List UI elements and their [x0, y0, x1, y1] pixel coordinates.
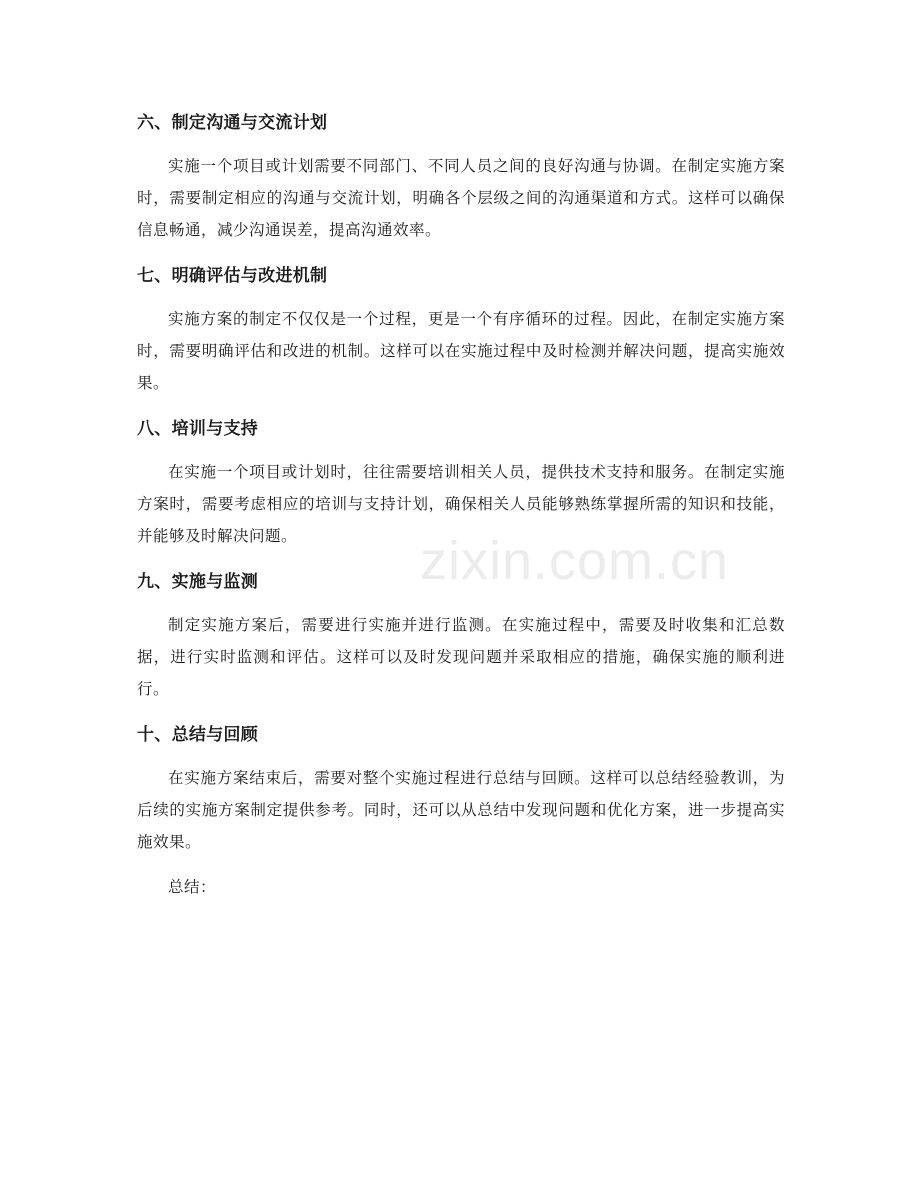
section-paragraph: 实施方案的制定不仅仅是一个过程，更是一个有序循环的过程。因此，在制定实施方案时，需要明确评估和改进的机制。这样可以在实施过程中及时检测并解决问题，提高实施效果。	[137, 310, 785, 392]
section-10	[137, 718, 785, 858]
section-6	[137, 106, 785, 246]
section-9	[137, 565, 785, 705]
section-8	[137, 412, 785, 552]
summary-label: 总结：	[168, 878, 217, 896]
section-heading: 十、总结与回顾	[137, 725, 259, 745]
section-paragraph: 制定实施方案后，需要进行实施并进行监测。在实施过程中，需要及时收集和汇总数据，进行实时监测和评估。这样可以及时发现问题并采取相应的措施，确保实施的顺利进行。	[137, 616, 785, 698]
section-paragraph: 在实施方案结束后，需要对整个实施过程进行总结与回顾。这样可以总结经验教训，为后续的实施方案制定提供参考。同时，还可以从总结中发现问题和优化方案，进一步提高实施效果。	[137, 769, 785, 851]
watermark-text: zixin.com.cn	[420, 531, 730, 591]
section-paragraph: 在实施一个项目或计划时，往往需要培训相关人员，提供技术支持和服务。在制定实施方案时，需要考虑相应的培训与支持计划，确保相关人员能够熟练掌握所需的知识和技能，并能够及时解决问题。	[137, 463, 785, 545]
section-heading: 八、培训与支持	[137, 419, 259, 439]
document-body	[137, 106, 785, 903]
section-heading: 七、明确评估与改进机制	[137, 266, 328, 286]
section-heading: 九、实施与监测	[137, 572, 259, 592]
section-paragraph: 实施一个项目或计划需要不同部门、不同人员之间的良好沟通与协调。在制定实施方案时，需要制定相应的沟通与交流计划，明确各个层级之间的沟通渠道和方式。这样可以确保信息畅通，减少沟通误差，提高沟通效率。	[137, 157, 785, 239]
section-heading: 六、制定沟通与交流计划	[137, 113, 328, 133]
section-7	[137, 259, 785, 399]
